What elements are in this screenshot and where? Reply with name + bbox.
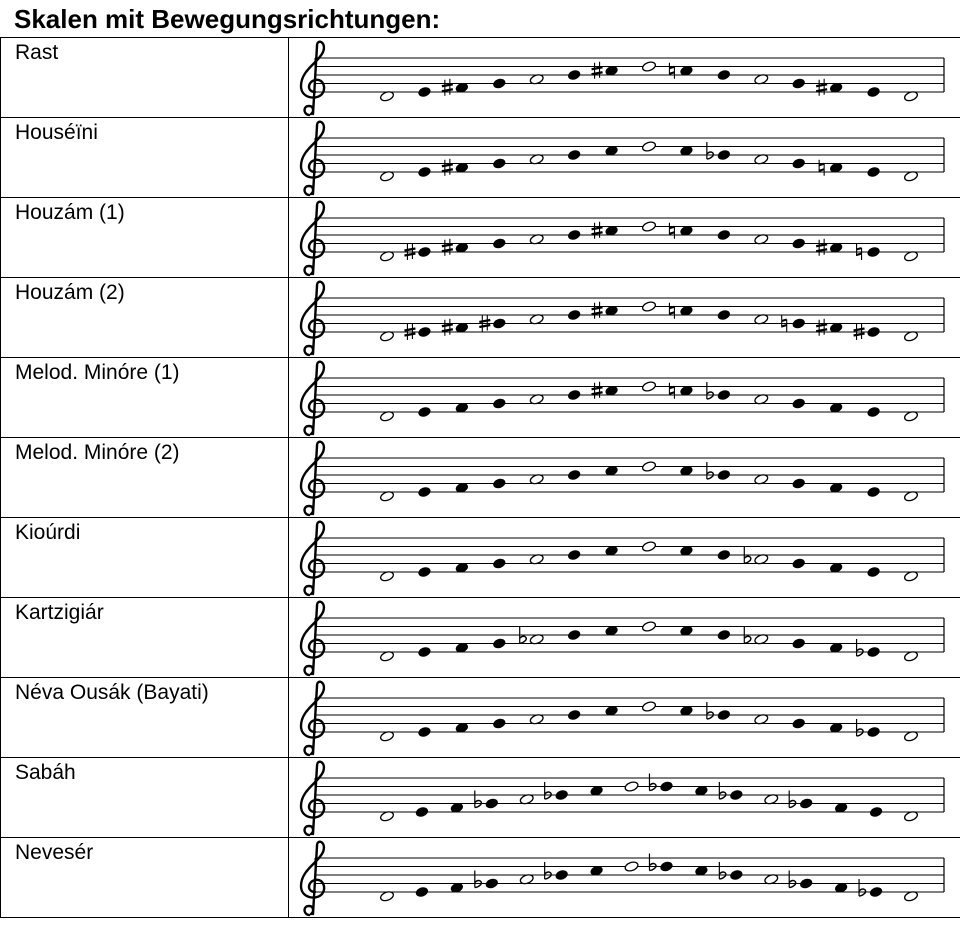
scale-row [1,518,960,598]
treble-clef-icon [301,362,324,435]
note-head [792,478,806,489]
note-head [641,700,656,712]
sharp-icon [592,62,603,79]
note-head [641,140,656,152]
scale-name: Melod. Minóre (2) [15,441,180,464]
note-head [641,60,656,72]
note-head [869,806,883,817]
note-head [418,406,432,417]
note-head [641,380,656,392]
note-head [717,149,731,160]
note-head [660,861,674,872]
flat-icon [475,871,482,888]
note-head [869,886,883,897]
flat-icon [475,791,482,808]
note-head [624,860,639,872]
music-staff [289,598,957,677]
treble-clef-icon [301,682,324,755]
note-head [492,158,506,169]
sharp-icon [592,302,603,319]
note-head [717,389,731,400]
scale-name-cell [1,358,289,438]
scale-name-cell [1,38,289,118]
note-head [792,718,806,729]
scale-name-cell [1,758,289,838]
treble-clef-icon [301,202,324,275]
note-head [792,318,806,329]
music-staff [289,758,957,837]
note-head [867,166,881,177]
note-head [567,469,581,480]
note-head [567,629,581,640]
scale-row [1,38,960,118]
note-head [867,326,881,337]
flat-icon [859,879,866,896]
note-head [717,549,731,560]
scale-staff-cell [289,38,960,118]
note-head [792,78,806,89]
scale-name: Houzám (2) [15,281,125,304]
note-head [418,566,432,577]
scale-staff-cell [289,358,960,438]
note-head [485,878,499,889]
note-head [717,469,731,480]
note-head [641,220,656,232]
scale-staff-cell [289,838,960,918]
flat-icon [545,862,552,879]
sharp-icon [592,222,603,239]
scale-name: Kioúrdi [15,521,81,544]
scale-staff-cell [289,758,960,838]
sharp-icon [816,79,827,96]
note-head [717,229,731,240]
note-head [567,309,581,320]
note-head [567,709,581,720]
natural-icon [819,160,824,176]
note-head [792,398,806,409]
flat-icon [719,782,726,799]
music-staff [289,838,957,917]
note-head [867,486,881,497]
scale-name: Néva Ousák (Bayati) [15,681,209,704]
natural-icon [669,303,674,319]
sharp-icon [816,239,827,256]
scale-name-cell [1,678,289,758]
note-head [624,780,639,792]
scale-name-cell [1,838,289,918]
treble-clef-icon [301,602,324,675]
music-staff [289,438,957,517]
note-head [641,460,656,472]
scale-name: Kartzigiár [15,601,104,624]
flat-icon [707,702,714,719]
scale-row [1,438,960,518]
flat-icon [649,774,656,791]
scale-name: Melod. Minóre (1) [15,361,180,384]
music-staff [289,278,957,357]
note-head [867,86,881,97]
scales-table [0,37,960,918]
sharp-icon [442,319,453,336]
scale-staff-cell [289,678,960,758]
note-head [418,486,432,497]
note-head [717,309,731,320]
note-head [799,878,813,889]
natural-icon [669,223,674,239]
flat-icon [789,791,796,808]
note-head [567,549,581,560]
scale-name-cell [1,198,289,278]
flat-icon [857,639,864,656]
note-head [717,709,731,720]
music-staff [289,118,957,197]
note-head [867,726,881,737]
flat-icon [719,862,726,879]
music-staff [289,358,957,437]
note-head [792,158,806,169]
note-head [418,646,432,657]
scale-name-cell [1,598,289,678]
note-head [418,166,432,177]
scale-row [1,358,960,438]
flat-icon [649,854,656,871]
treble-clef-icon [301,282,324,355]
note-head [418,326,432,337]
scale-staff-cell [289,598,960,678]
note-head [415,886,429,897]
scale-row [1,198,960,278]
sharp-icon [592,382,603,399]
note-head [567,69,581,80]
note-head [418,86,432,97]
treble-clef-icon [301,42,324,115]
scale-name: Houzám (1) [15,201,125,224]
note-head [492,398,506,409]
note-head [492,238,506,249]
page-title: Skalen mit Bewegungsrichtungen: [14,4,441,34]
scale-name: Nevesér [15,841,94,864]
note-head [567,149,581,160]
scale-name-cell [1,278,289,358]
music-staff [289,678,957,757]
note-head [492,718,506,729]
scale-staff-cell [289,198,960,278]
note-head [867,406,881,417]
flat-icon [707,382,714,399]
note-head [867,246,881,257]
scale-row [1,598,960,678]
note-head [485,798,499,809]
scale-staff-cell [289,438,960,518]
music-staff [289,198,957,277]
note-head [641,540,656,552]
scale-name-cell [1,518,289,598]
flat-icon [857,719,864,736]
music-staff [289,518,957,597]
sharp-icon [442,239,453,256]
note-head [717,69,731,80]
note-head [567,229,581,240]
note-head [799,798,813,809]
scale-staff-cell [289,278,960,358]
note-head [792,638,806,649]
scale-staff-cell [289,518,960,598]
note-head [717,629,731,640]
note-head [730,869,744,880]
flat-icon [789,871,796,888]
note-head [492,78,506,89]
scale-row [1,758,960,838]
flat-icon [545,782,552,799]
flat-icon [707,142,714,159]
natural-icon [669,383,674,399]
treble-clef-icon [301,522,324,595]
scale-name: Sabáh [15,761,76,784]
note-head [867,646,881,657]
scale-row [1,678,960,758]
note-head [730,789,744,800]
scale-row [1,838,960,918]
sharp-icon [442,79,453,96]
note-head [792,238,806,249]
flat-icon [707,462,714,479]
note-head [641,300,656,312]
treble-clef-icon [301,842,324,915]
scale-name: Rast [15,41,59,64]
note-head [867,566,881,577]
note-head [792,558,806,569]
natural-icon [669,63,674,79]
note-head [641,620,656,632]
scale-row [1,278,960,358]
note-head [555,869,569,880]
note-head [555,789,569,800]
note-head [418,726,432,737]
note-head [660,781,674,792]
note-head [492,638,506,649]
treble-clef-icon [301,762,324,835]
note-head [492,478,506,489]
note-head [492,558,506,569]
scale-staff-cell [289,118,960,198]
note-head [492,318,506,329]
music-staff [289,38,957,117]
scale-name: Houséïni [15,121,98,144]
sharp-icon [816,319,827,336]
note-head [418,246,432,257]
treble-clef-icon [301,122,324,195]
sharp-icon [442,159,453,176]
scale-name-cell [1,438,289,518]
treble-clef-icon [301,442,324,515]
scale-row [1,118,960,198]
note-head [415,806,429,817]
scale-name-cell [1,118,289,198]
note-head [567,389,581,400]
